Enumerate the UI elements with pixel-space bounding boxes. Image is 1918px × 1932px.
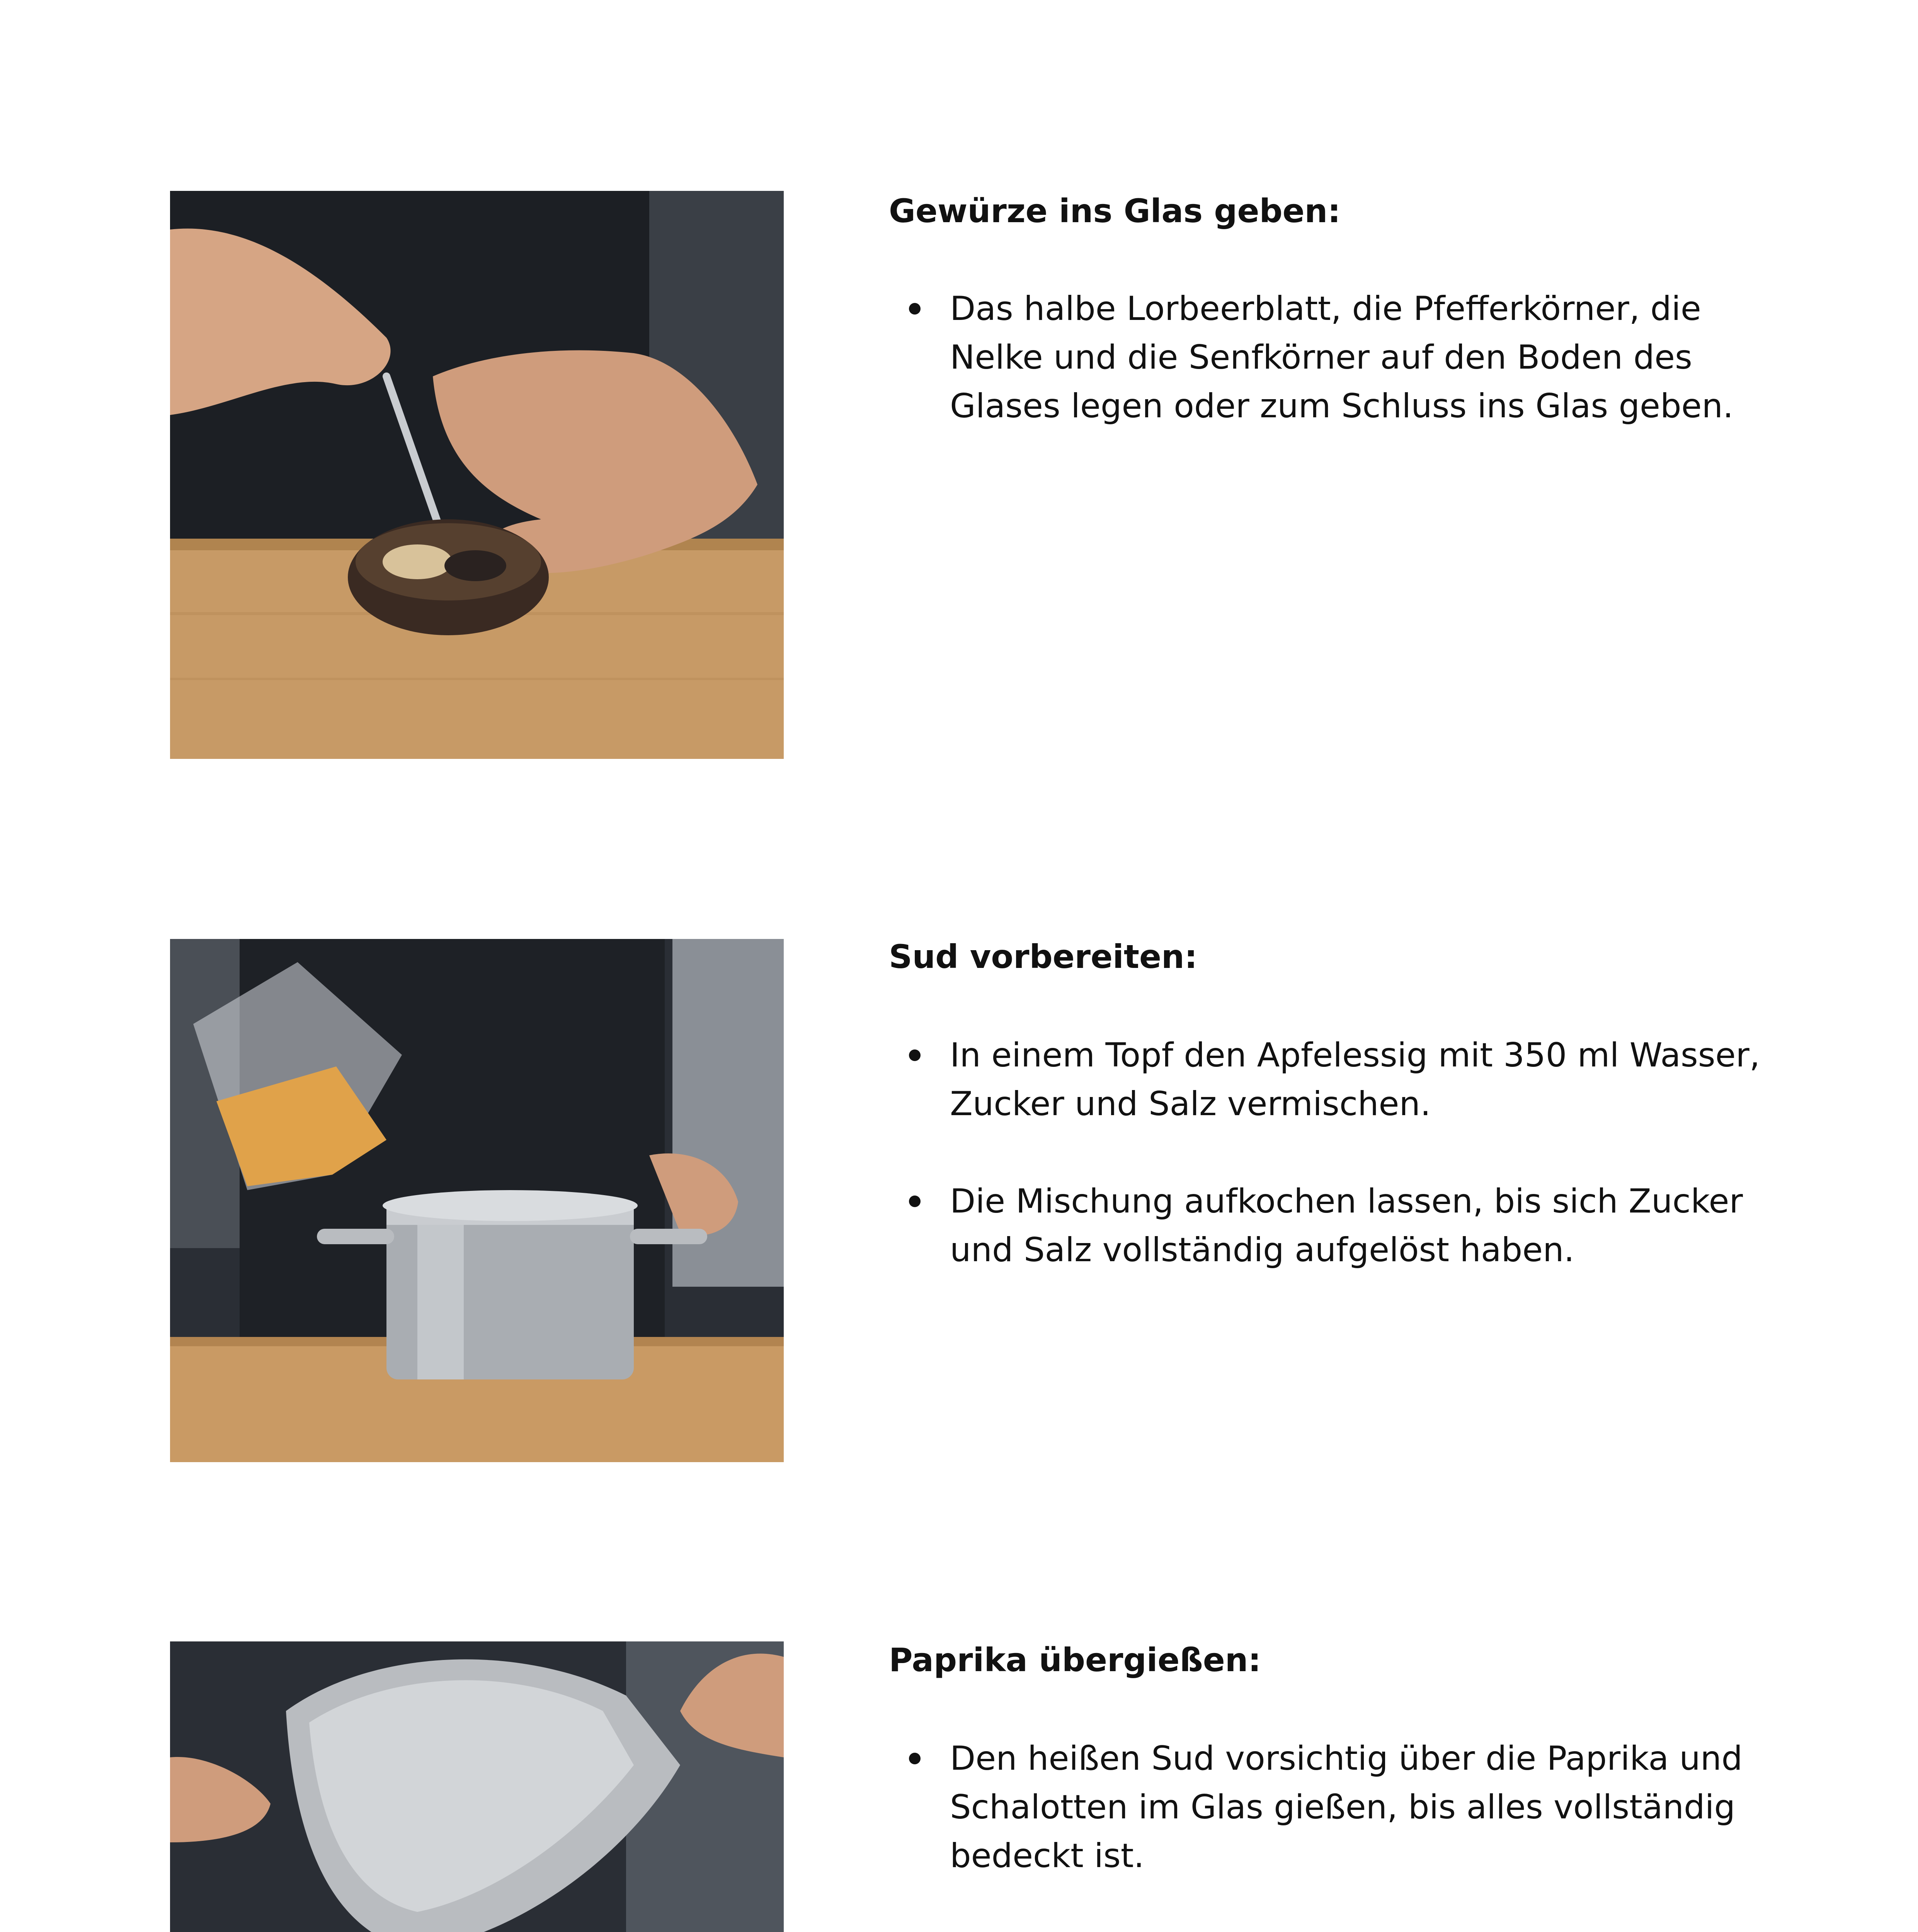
list-item: Die Mischung aufkochen lassen, bis sich Zucker und Salz vollständig aufgelöst haben. bbox=[889, 1177, 1801, 1274]
spoon-spices-bowl-photo bbox=[170, 191, 784, 759]
list-item: Den heißen Sud vorsichtig über die Paprika und Schalotten im Glas gießen, bis alles vollständig bedeckt ist. bbox=[889, 1734, 1801, 1880]
section-heading-spices: Gewürze ins Glas geben: bbox=[889, 192, 1341, 230]
section-heading-pour: Paprika übergießen: bbox=[889, 1641, 1261, 1679]
pouring-over-jar-photo bbox=[170, 1641, 784, 1932]
list-item: In einem Topf den Apfelessig mit 350 ml Wasser, Zucker und Salz vermischen. bbox=[889, 1031, 1801, 1128]
bullet-list-spices bbox=[889, 284, 1801, 430]
pouring-into-pot-photo bbox=[170, 939, 784, 1462]
bullet-list-pour bbox=[889, 1734, 1801, 1880]
list-item: Das halbe Lorbeerblatt, die Pfefferkörner, die Nelke und die Senfkörner auf den Boden des Glases legen oder zum Schluss ins Glas geben. bbox=[889, 284, 1801, 430]
section-heading-brine: Sud vorbereiten: bbox=[889, 938, 1198, 976]
bullet-list-brine bbox=[889, 1031, 1801, 1274]
